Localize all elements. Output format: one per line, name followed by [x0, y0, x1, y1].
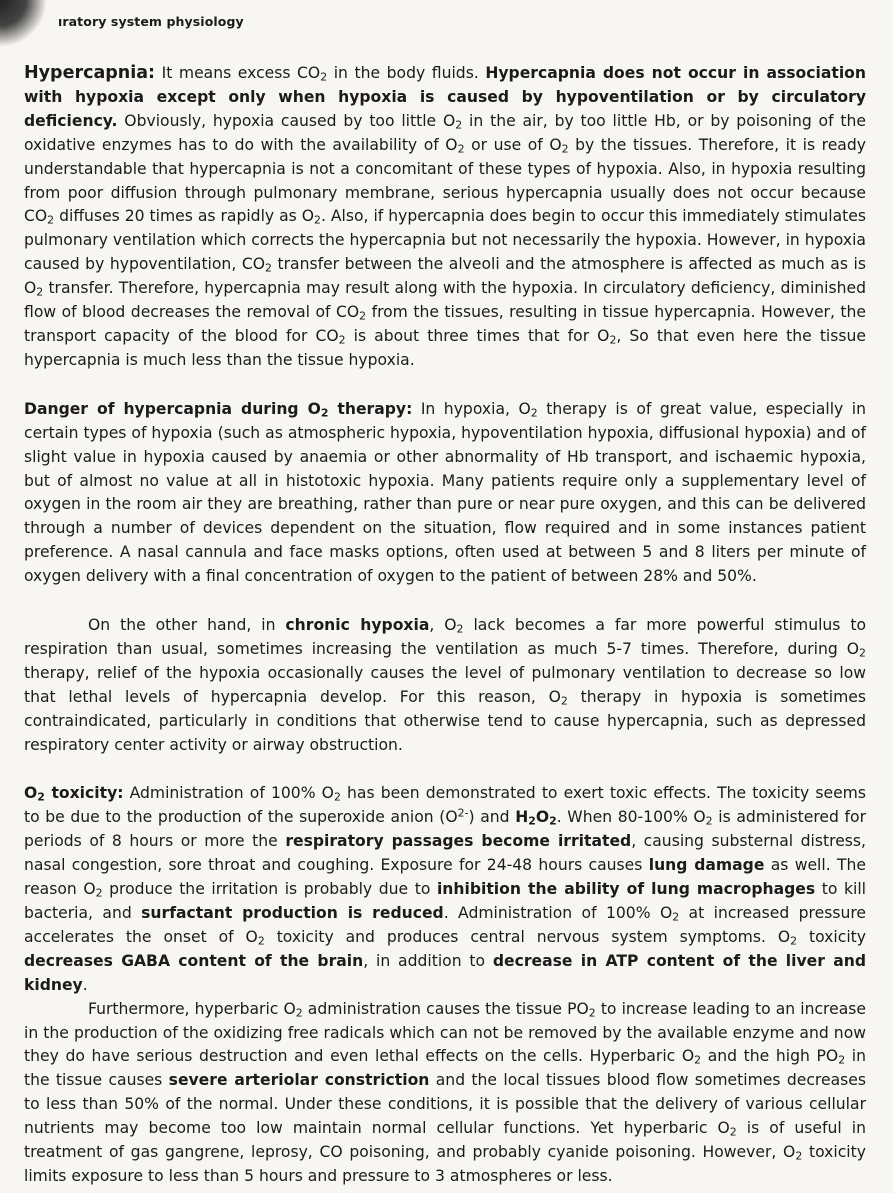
paragraph-spacer [24, 757, 866, 782]
paragraph-spacer [24, 589, 866, 614]
paragraph-hyperbaric-o2: Furthermore, hyperbaric $O_2$ administration causes the tissue $PO_2$ to increase leading to an increase in the production of the oxidizing free radicals which can not be removed by the available enzyme and now they do have serious destruction and even lethal effects on the cells. Hyperbaric $O_2$ and the high $PO_2$ in the tissue causes severe arteriolar constriction and the local tissues blood flow sometimes decreases to less than 50% of the normal. Under these conditions, it is possible that the delivery of various cellular nutrients may become too low maintain normal cellular functions. Yet hyperbaric $O_2$ is of useful in treatment of gas gangrene, leprosy, CO poisoning, and probably cyanide poisoning. However, $O_2$ toxicity limits exposure to less than 5 hours and pressure to 3 atmospheres or less. [24, 999, 866, 1185]
emphasis-text: decrease in ATP content of the liver and kidney [24, 951, 866, 994]
emphasis-text: decreases GABA content of the brain [24, 951, 364, 970]
heading-o2-toxicity: $O_2$ toxicity: [24, 784, 124, 805]
paragraph-o2-toxicity: $O_2$ toxicity: Administration of 100% $O_2$ has been demonstrated to exert toxic effects. The toxicity seems to be due to the production of the superoxide anion $(O^{2-})$ and $H_2O_2$. When 80-100% $O_2$ is administered for periods of 8 hours or more the respiratory passages become irritated, causing substernal distress, nasal congestion, sore throat and coughing. Exposure for 24-48 hours causes lung damage as well. The reason $O_2$ produce the irritation is probably due to inhibition the ability of lung macrophages to kill bacteria, and surfactant production is reduced. Administration of 100% $O_2$ at increased pressure accelerates the onset of $O_2$ toxicity and produces central nervous system symptoms. $O_2$ toxicity decreases GABA content of the brain, in addition to decrease in ATP content of the liver and kidney. [24, 784, 866, 994]
page-corner-shadow [0, 0, 46, 46]
heading-hypercapnia: Hypercapnia: [24, 63, 156, 83]
emphasis-text: severe arteriolar constriction [168, 1071, 430, 1090]
emphasis-text: chronic hypoxia [285, 616, 430, 635]
emphasis-text: $H_2O_2$ [515, 808, 557, 829]
page-body [24, 62, 866, 1189]
emphasis-text: inhibition the ability of lung macrophages [436, 880, 816, 899]
emphasis-text: surfactant production is reduced [141, 904, 444, 922]
paragraph-hypercapnia: Hypercapnia: It means excess $CO_2$ in the body fluids. Hypercapnia does not occur in association with hypoxia except only when hypoxia is caused by hypoventilation or by circulatory deficiency. Obviously, hypoxia caused by too little $O_2$ in the air, by too little Hb, or by poisoning of the oxidative enzymes has to do with the availability of $O_2$ or use of $O_2$ by the tissues. Therefore, it is ready understandable that hypercapnia is not a concomitant of these types of hypoxia. Also, in hypoxia resulting from poor diffusion through pulmonary membrane, serious hypercapnia usually does not occur because $CO_2$ diffuses 20 times as rapidly as $O_2$. Also, if hypercapnia does begin to occur this immediately stimulates pulmonary ventilation which corrects the hypercapnia but not necessarily the hypoxia. However, in hypoxia caused by hypoventilation, $CO_2$ transfer between the alveoli and the atmosphere is affected as much as is $O_2$ transfer. Therefore, hypercapnia may result along with the hypoxia. In circulatory deficiency, diminished flow of blood decreases the removal of $CO_2$ from the tissues, resulting in tissue hypercapnia. However, the transport capacity of the blood for $CO_2$ is about three times that for $O_2$, So that even here the tissue hypercapnia is much less than the tissue hypoxia. [24, 63, 867, 369]
paragraph-danger-o2-therapy: Danger of hypercapnia during $O_2$ therapy: In hypoxia, $O_2$ therapy is of great value, especially in certain types of hypoxia (such as atmospheric hypoxia, hypoventilation hypoxia, diffusional hypoxia) and of slight value in hypoxia caused by anaemia or other abnormality of Hb transport, and ischaemic hypoxia, but of almost no value at all in histotoxic hypoxia. Many patients require only a supplementary level of oxygen in the room air they are breathing, rather than pure or near pure oxygen, and this can be delivered through a number of devices dependent on the situation, flow required and in some instances patient preference. A nasal cannula and face masks options, often used at between 5 and 8 liters per minute of oxygen delivery with a final concentration of oxygen to the patient of between 28% and 50%. [24, 399, 866, 586]
emphasis-text: respiratory passages become irritated [285, 832, 632, 851]
emphasis-text: Hypercapnia does not occur in association with hypoxia except only when hypoxia is caused by hypoventilation or by circulatory deficiency. [24, 64, 866, 130]
running-head: ıratory system physiology [58, 14, 244, 29]
paragraph-chronic-hypoxia: On the other hand, in chronic hypoxia, $O_2$ lack becomes a far more powerful stimulus to respiration than usual, sometimes increasing the ventilation as much 5-7 times. Therefore, during $O_2$ therapy, relief of the hypoxia occasionally causes the level of pulmonary ventilation to decrease so low that lethal levels of hypercapnia develop. For this reason, $O_2$ therapy in hypoxia is sometimes contraindicated, particularly in conditions that otherwise tend to cause hypercapnia, such as depressed respiratory center activity or airway obstruction. [24, 616, 867, 754]
heading-danger-o2-therapy: Danger of hypercapnia during $O_2$ therapy: [24, 399, 413, 420]
emphasis-text: lung damage [648, 856, 765, 875]
paragraph-spacer [24, 373, 866, 398]
